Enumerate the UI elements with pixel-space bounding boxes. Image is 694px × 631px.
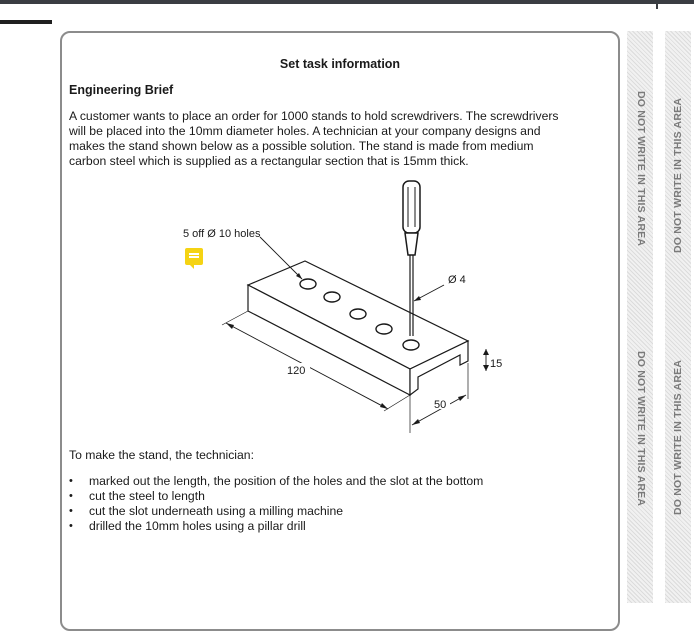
brief-heading: Engineering Brief [69, 83, 174, 97]
margin-strip-outer [665, 31, 691, 603]
hole-5 [403, 340, 419, 350]
brief-intro: A customer wants to place an order for 1000 stands to hold screwdrivers. The screwdrivers will be placed into the 10mm diameter holes. A technician at your company designs and makes the stand shown below as a possible solution. The stand is made from medium carbon steel which is supplied as a rectangular section that is 15mm thick. [69, 109, 559, 168]
stand-diagram [62, 33, 618, 433]
hole-2 [324, 292, 340, 302]
hole-3 [350, 309, 366, 319]
top-bar [0, 0, 694, 4]
thickness-arrow-top [483, 349, 489, 355]
length-arrow-1 [226, 323, 234, 329]
do-not-write-notice: DO NOT WRITE IN THIS AREA [672, 97, 684, 253]
task-info-panel [60, 31, 620, 631]
top-tick-mark [656, 0, 658, 9]
hole-1 [300, 279, 316, 289]
width-label: 50 [434, 399, 447, 411]
hole-4 [376, 324, 392, 334]
length-ext-1 [222, 311, 248, 325]
shaft-label: Ø 4 [448, 274, 466, 286]
holes-label: 5 off Ø 10 holes [183, 228, 261, 240]
process-steps [69, 474, 483, 534]
thickness-label: 15 [490, 358, 503, 370]
length-label: 120 [287, 365, 306, 377]
width-arrow-2 [458, 395, 466, 401]
thickness-arrow-bottom [483, 365, 489, 371]
length-arrow-2 [380, 403, 388, 409]
panel-title: Set task information [279, 57, 401, 71]
width-arrow-1 [412, 419, 420, 425]
do-not-write-notice: DO NOT WRITE IN THIS AREA [672, 359, 684, 515]
process-step: • marked out the length, the position of the holes and the slot at the bottom [69, 474, 483, 489]
left-rule [0, 20, 52, 24]
process-step: • cut the slot underneath using a milling machine [69, 504, 483, 519]
do-not-write-notice: DO NOT WRITE IN THIS AREA [635, 91, 647, 247]
margin-strip-inner [627, 31, 653, 603]
do-not-write-notice: DO NOT WRITE IN THIS AREA [635, 351, 647, 507]
comment-icon[interactable] [185, 248, 203, 265]
process-intro: To make the stand, the technician: [69, 448, 254, 462]
shaft-leader-arrow [414, 296, 421, 301]
process-step: • cut the steel to length [69, 489, 483, 504]
process-step: • drilled the 10mm holes using a pillar drill [69, 519, 483, 534]
